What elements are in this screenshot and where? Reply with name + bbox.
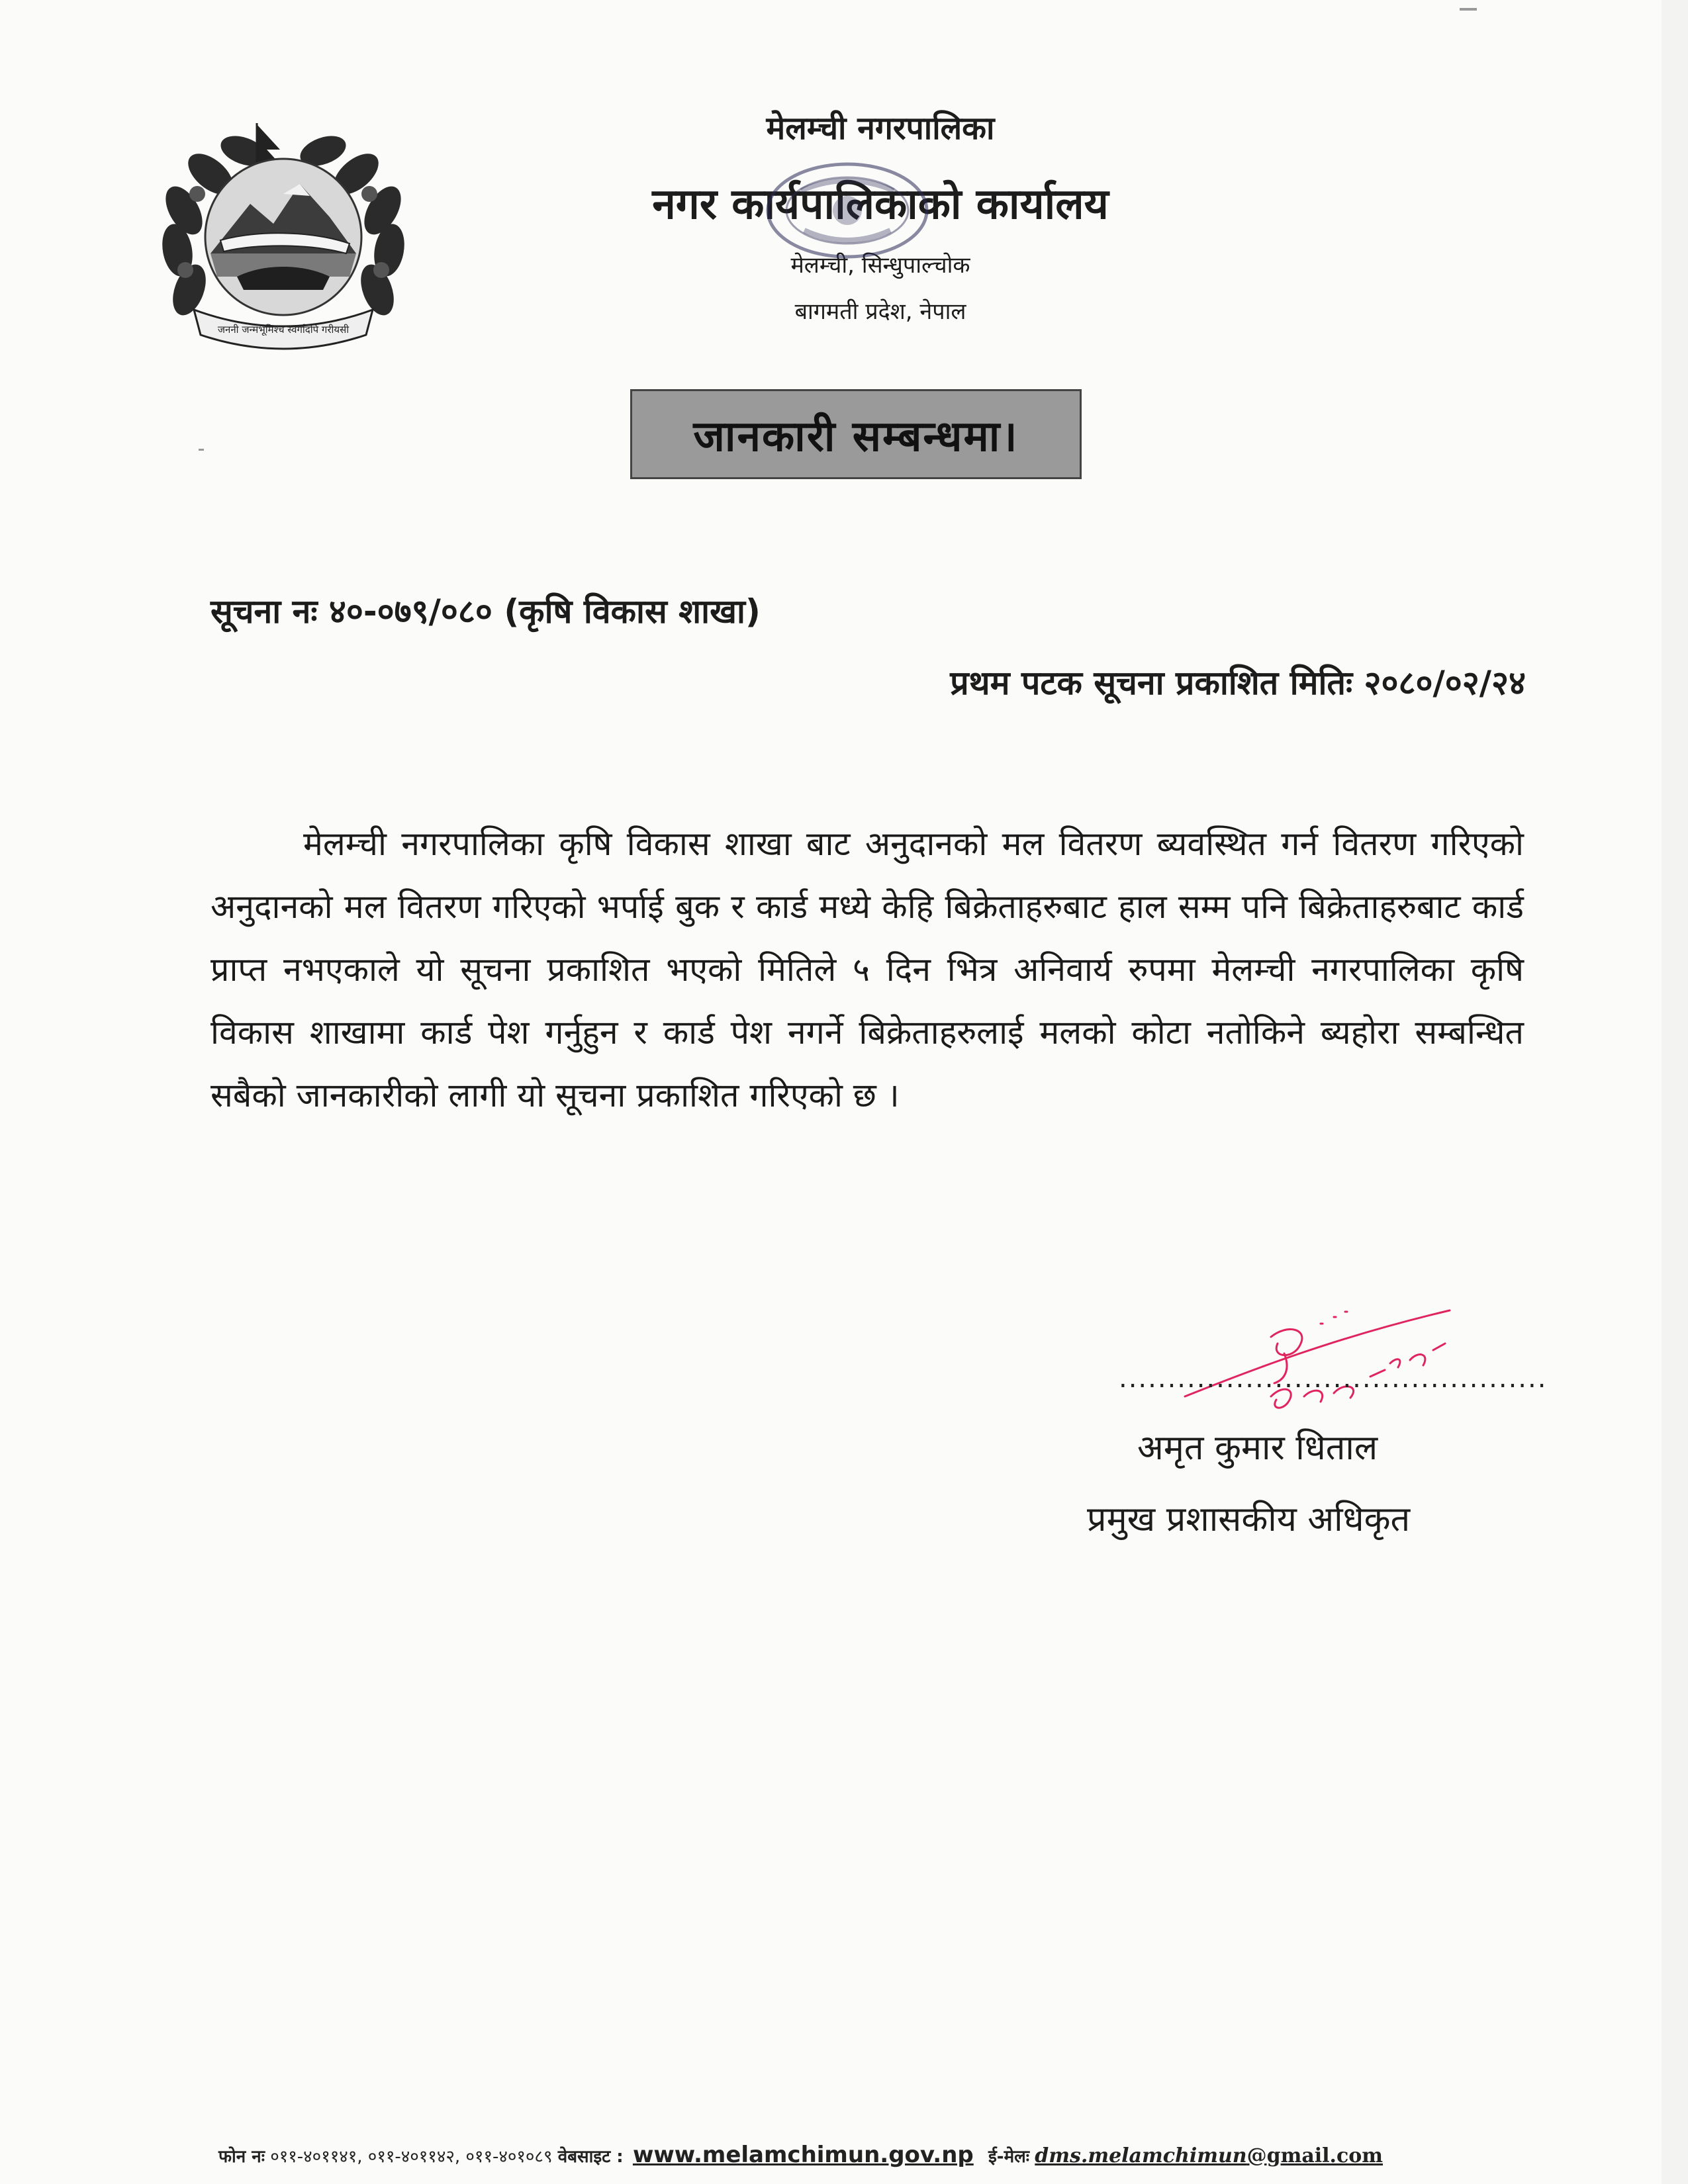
notice-number: सूचना नः ४०-०७९/०८० (कृषि विकास शाखा) [211, 592, 761, 631]
website-link[interactable]: www.melamchimun.gov.np [632, 2142, 974, 2168]
signature-line: ............................................ [1119, 1363, 1548, 1394]
email-user: dms.melamchimun [1035, 2144, 1247, 2167]
publication-date: प्रथम पटक सूचना प्रकाशित मितिः २०८०/०२/२४ [950, 664, 1526, 702]
phone-numbers: ०११-४०११४१, ०११-४०११४२, ०११-४०१०८९ [270, 2147, 553, 2167]
office-seal-stamp [688, 151, 1006, 296]
emblem-motto: जननी जन्मभूमिश्च स्वर्गादपि गरीयसी [217, 324, 350, 336]
phone-label: फोन नः [218, 2147, 265, 2167]
email-domain: @gmail.com [1246, 2144, 1383, 2167]
district-line: मेलम्ची, सिन्धुपाल्चोक [790, 252, 970, 279]
footer-contact [218, 2142, 1383, 2168]
province-line: बागमती प्रदेश, नेपाल [794, 298, 966, 325]
municipality-name: मेलम्ची नगरपालिका [766, 110, 995, 147]
website-label: वेबसाइट : [557, 2147, 624, 2167]
office-name: नगर कार्यपालिकाको कार्यालय [652, 180, 1109, 229]
nepal-emblem-logo [158, 111, 409, 363]
page-edge [1662, 0, 1688, 2184]
scan-artifact [1460, 8, 1477, 11]
notice-body: मेलम्ची नगरपालिका कृषि विकास शाखा बाट अनुदानको मल वितरण ब्यवस्थित गर्न वितरण गरिएको अनुदानको मल वितरण गरिएको भर्पाई बुक र कार्ड मध्ये केहि बिक्रेताहरुबाट हाल सम्म पनि बिक्रेताहरुबाट कार्ड प्राप्त नभएकाले यो सूचना प्रकाशित भएको मितिले ५ दिन भित्र अनिवार्य रुपमा मेलम्ची नगरपालिका कृषि विकास शाखामा कार्ड पेश गर्नुहुन र कार्ड पेश नगर्ने बिक्रेताहरुलाई मलको कोटा नतोकिने ब्यहोरा सम्बन्धित सबैको जानकारीको लागी यो सूचना प्रकाशित गरिएको छ । [211, 825, 1524, 1115]
scan-artifact [199, 449, 204, 451]
signatory-title: प्रमुख प्रशासकीय अधिकृत [1087, 1500, 1411, 1539]
subject-heading: जानकारी सम्बन्धमा। [630, 389, 1082, 479]
email-label: ई-मेलः [988, 2147, 1030, 2167]
signatory-name: अमृत कुमार धिताल [1137, 1428, 1378, 1468]
email-link[interactable] [1035, 2144, 1383, 2167]
